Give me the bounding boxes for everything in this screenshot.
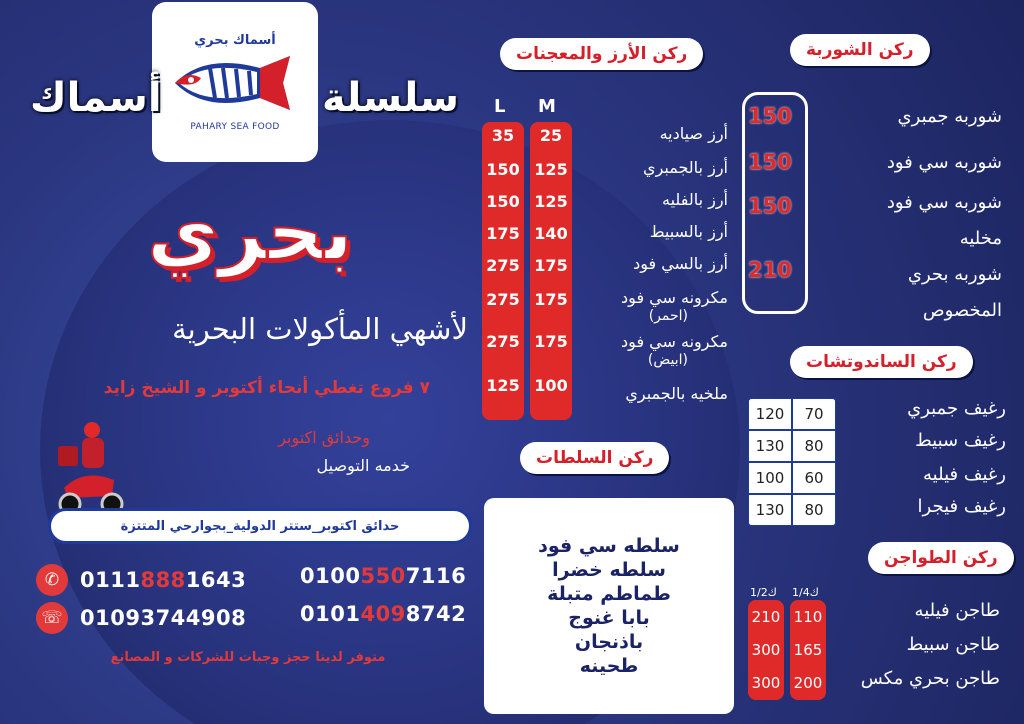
rice-item: أرز بالسبيط <box>649 222 728 241</box>
rice-item-sub: (احمر) <box>648 308 688 324</box>
rice-item: مكرونه سي فود <box>621 288 728 307</box>
price: 110 <box>793 607 823 626</box>
soup-item: شوربه سي فود <box>886 192 1002 213</box>
price: 80 <box>792 430 836 462</box>
price: 210 <box>748 258 792 282</box>
salad-item: سلطه سي فود <box>538 535 680 557</box>
soup-item-sub: مخليه <box>959 228 1002 249</box>
sandwich-item: رغيف فيليه <box>923 464 1006 485</box>
rice-item: أرز بالسي فود <box>633 254 728 273</box>
price: 150 <box>748 150 792 174</box>
tagline: لأشهي المأكولات البحرية <box>172 312 468 346</box>
rice-item: أرز بالفليه <box>662 190 728 209</box>
soup-item: شوربه بحري <box>907 264 1002 285</box>
phone-row-2[interactable] <box>300 564 466 588</box>
tagine-item: طاجن فيليه <box>914 600 1000 621</box>
price: 175 <box>534 256 568 275</box>
price: 300 <box>751 674 781 693</box>
price: 165 <box>793 640 823 659</box>
phone-number: 01014098742 <box>300 602 467 626</box>
salad-list <box>484 498 734 714</box>
salad-item: طحينه <box>579 655 639 677</box>
price: 150 <box>748 104 792 128</box>
phone-icon: ✆ <box>36 564 68 596</box>
price: 130 <box>748 430 792 462</box>
catering-note: متوفر لدينا حجز وجبات للشركات و المصانع <box>110 650 386 665</box>
tagine-col-half-header: 1/2ك <box>750 586 777 599</box>
price: 275 <box>486 332 520 351</box>
price: 175 <box>534 332 568 351</box>
price: 100 <box>748 462 792 494</box>
branches-text-2: وحدائق اكتوبر <box>278 428 370 447</box>
phone-row-1[interactable] <box>36 564 246 596</box>
price: 80 <box>792 494 836 526</box>
phone-number: 01118881643 <box>80 568 247 592</box>
rice-item: مكرونه سي فود <box>621 332 728 351</box>
price: 200 <box>793 674 823 693</box>
soup-item-sub: المخصوص <box>922 300 1002 321</box>
price: 125 <box>534 192 568 211</box>
price: 60 <box>792 462 836 494</box>
price: 175 <box>534 290 568 309</box>
sandwich-item: رغيف جمبري <box>907 398 1006 419</box>
price: 300 <box>751 640 781 659</box>
rice-m-prices <box>530 122 572 420</box>
phone-number: 01005507116 <box>300 564 467 588</box>
rice-item: ملخيه بالجمبري <box>625 384 728 403</box>
price: 210 <box>751 607 781 626</box>
address-bar <box>48 508 472 544</box>
price: 35 <box>491 126 515 145</box>
address-text: حدائق اكتوبر_ستتر الدولية_بجوارحي المتتزة <box>120 518 400 534</box>
rice-col-l-header: L <box>494 96 506 117</box>
brand-word-chain: سلسلة <box>322 75 459 121</box>
tagine-col-quarter-header: 1/4ك <box>792 586 819 599</box>
phone-row-4[interactable] <box>300 602 466 626</box>
soup-item: شوربه جمبري <box>897 106 1002 127</box>
price: 150 <box>486 192 520 211</box>
fish-logo-icon <box>165 48 305 118</box>
phone-row-3[interactable] <box>36 602 246 634</box>
price: 275 <box>486 256 520 275</box>
price: 70 <box>792 398 836 430</box>
rice-item: أرز صياديه <box>659 124 728 143</box>
salad-item: طماطم متبلة <box>547 583 671 605</box>
salad-item: سلطه خضرا <box>552 559 666 581</box>
price: 100 <box>534 376 568 395</box>
tagine-item: طاجن بحري مكس <box>860 668 1000 689</box>
price: 150 <box>748 194 792 218</box>
sandwich-item: رغيف سبيط <box>915 430 1006 451</box>
sandwich-item: رغيف فيجرا <box>917 496 1006 517</box>
price: 175 <box>486 224 520 243</box>
soup-item: شوربه سي فود <box>886 152 1002 173</box>
price: 150 <box>486 160 520 179</box>
phone-number: 01093744908 <box>80 606 247 630</box>
tagine-quarter-prices <box>790 600 826 700</box>
delivery-scooter-icon <box>54 418 124 518</box>
logo-arabic-text: أسماك بحري <box>194 32 276 48</box>
price: 140 <box>534 224 568 243</box>
soup-section-title: ركن الشوربة <box>790 34 930 66</box>
rice-item-sub: (ابيض) <box>647 352 688 368</box>
tagine-half-prices <box>748 600 784 700</box>
rice-col-m-header: M <box>538 96 556 117</box>
tagine-section-title: ركن الطواجن <box>868 542 1014 574</box>
logo-english-text: PAHARY SEA FOOD <box>190 121 280 132</box>
sandwich-section-title: ركن الساندوتشات <box>790 346 973 378</box>
tagine-item: طاجن سبيط <box>906 634 1000 655</box>
rice-section-title: ركن الأرز والمعجنات <box>500 38 703 70</box>
salad-section-title: ركن السلطات <box>520 442 669 474</box>
price: 125 <box>534 160 568 179</box>
price: 125 <box>486 376 520 395</box>
logo-card <box>152 2 318 162</box>
rice-item: أرز بالجمبري <box>643 158 728 177</box>
brand-word-fish: أسماك <box>30 75 162 121</box>
price: 275 <box>486 290 520 309</box>
salad-item: باذنجان <box>574 631 644 653</box>
salad-item: بابا غنوج <box>568 607 650 629</box>
branches-text: ٧ فروع تغطي أنحاء أكتوبر و الشيخ زايد <box>103 378 430 398</box>
delivery-text: خدمه التوصيل <box>316 456 410 475</box>
whatsapp-icon: ☏ <box>36 602 68 634</box>
price: 120 <box>748 398 792 430</box>
price: 25 <box>539 126 563 145</box>
brand-name: بحري <box>147 188 353 278</box>
rice-l-prices <box>482 122 524 420</box>
sandwich-price-table <box>748 398 836 526</box>
price: 130 <box>748 494 792 526</box>
